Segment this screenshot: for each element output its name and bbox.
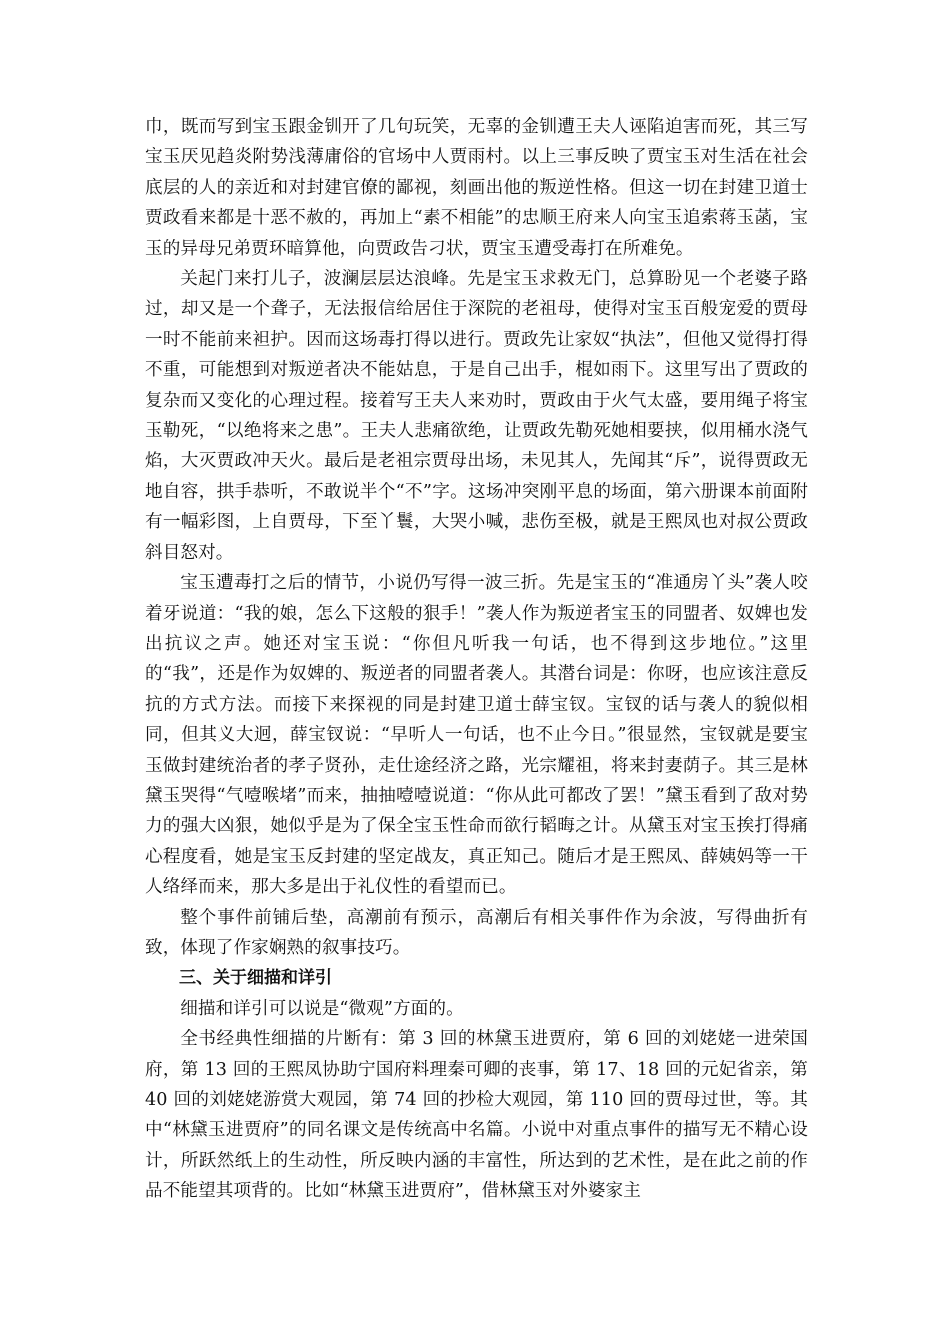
paragraph-summary: 整个事件前铺后垫，高潮前有预示，高潮后有相关事件作为余波，写得曲折有致，体现了作家娴熟的叙事技巧。 bbox=[145, 907, 808, 958]
paragraph-continued: 巾，既而写到宝玉跟金钏开了几句玩笑，无辜的金钏遭王夫人诬陷迫害而死，其三写宝玉厌见趋炎附势浅薄庸俗的官场中人贾雨村。以上三事反映了贾宝玉对生活在社会底层的人的亲近和对封建官僚的鄙视，刻画出他的叛逆性格。但这一切在封建卫道士贾政看来都是十恶不赦的，再加上“素不相能”的忠顺王府来人向宝玉追索蒋玉菡，宝玉的异母兄弟贾环暗算他，向贾政告刁状，贾宝玉遭受毒打在所难免。 bbox=[145, 117, 808, 259]
section-heading: 三、关于细描和详引 bbox=[179, 968, 332, 989]
paragraph-classic-passages: 全书经典性细描的片断有：第 3 回的林黛玉进贾府，第 6 回的刘姥姥一进荣国府，第 13 回的王熙凤协助宁国府料理秦可卿的丧事，第 17、18 回的元妃省亲，第 40 回的刘姥姥游赏大观园，第 74 回的抄检大观园，第 110 回的贾母过世，等。其中“林黛玉进贾府”的同名课文是传统高中名篇。小说中对重点事件的描写无不精心设计，所跃然纸上的生动性，所反映内涵的丰富性，所达到的艺术性，是在此之前的作品不能望其项背的。比如“林黛玉进贾府”，借林黛玉对外婆家主 bbox=[145, 1029, 808, 1202]
paragraph-intro-detail: 细描和详引可以说是“微观”方面的。 bbox=[180, 998, 464, 1019]
paragraph-aftermath: 宝玉遭毒打之后的情节，小说仍写得一波三折。先是宝玉的“准通房丫头”袭人咬着牙说道：“我的娘，怎么下这般的狠手！”袭人作为叛逆者宝玉的同盟者、奴婢也发出抗议之声。她还对宝玉说：“你但凡听我一句话，也不得到这步地位。”这里的“我”，还是作为奴婢的、叛逆者的同盟者袭人。其潜台词是：你呀，也应该注意反抗的方式方法。而接下来探视的同是封建卫道士薛宝钗。宝钗的话与袭人的貌似相同，但其义大迥，薛宝钗说：“早听人一句话，也不止今日。”很显然，宝钗就是要宝玉做封建统治者的孝子贤孙，走仕途经济之路，光宗耀祖，将来封妻荫子。其三是林黛玉哭得“气噎喉堵”而来，抽抽噎噎说道：“你从此可都改了罢！”黛玉看到了敌对势力的强大凶狠，她似乎是为了保全宝玉性命而欲行韬晦之计。从黛玉对宝玉挨打得痛心程度看，她是宝玉反封建的坚定战友，真正知己。随后才是王熙凤、薛姨妈等一干人络绎而来，那大多是出于礼仪性的看望而已。 bbox=[145, 573, 808, 898]
document-page bbox=[145, 112, 808, 1207]
paragraph-beating-climax: 关起门来打儿子，波澜层层达浪峰。先是宝玉求救无门，总算盼见一个老婆子路过，却又是一个聋子，无法报信给居住于深院的老祖母，使得对宝玉百般宠爱的贾母一时不能前来袒护。因而这场毒打得以进行。贾政先让家奴“执法”，但他又觉得打得不重，可能想到对叛逆者决不能姑息，于是自己出手，棍如雨下。这里写出了贾政的复杂而又变化的心理过程。接着写王夫人来劝时，贾政由于火气太盛，要用绳子将宝玉勒死，“以绝将来之患”。王夫人悲痛欲绝，让贾政先勒死她相要挟，似用桶水浇气焰，大灭贾政冲天火。最后是老祖宗贾母出场，未见其人，先闻其“斥”，说得贾政无地自容，拱手恭听，不敢说半个“不”字。这场冲突刚平息的场面，第六册课本前面附有一幅彩图，上自贾母，下至丫鬟，大哭小喊，悲伤至极，就是王熙凤也对叔公贾政斜目怒对。 bbox=[145, 269, 808, 563]
